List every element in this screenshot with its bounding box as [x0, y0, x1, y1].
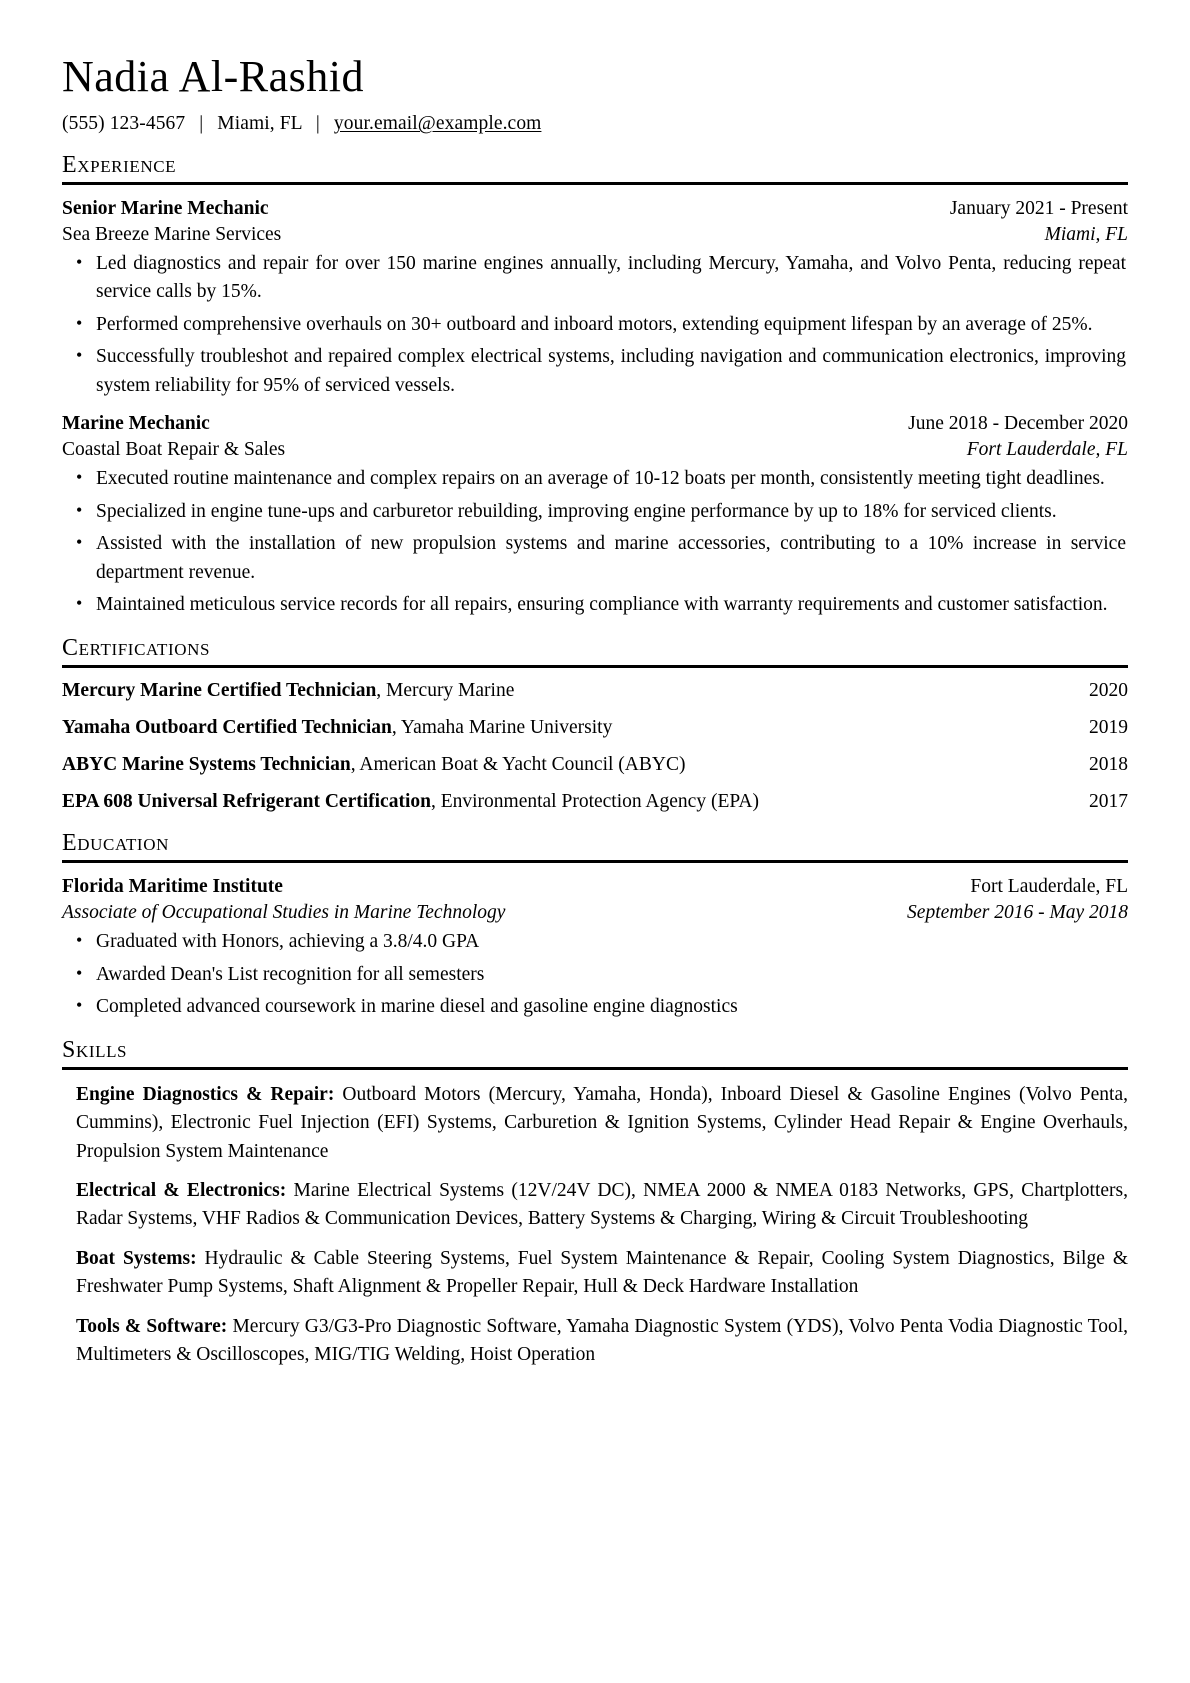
- job-location: Fort Lauderdale, FL: [966, 439, 1128, 461]
- experience-entry-title-row: [62, 411, 1128, 437]
- section-rule: [62, 665, 1128, 668]
- job-bullet-list: [62, 250, 1128, 400]
- skills-section: [62, 1036, 1128, 1370]
- experience-entry-company-row: [62, 222, 1128, 248]
- experience-entry-company-row: [62, 437, 1128, 463]
- education-dates: September 2016 - May 2018: [907, 902, 1128, 924]
- skill-group: [62, 1313, 1128, 1370]
- certifications-heading: Certifications: [62, 634, 211, 661]
- education-section: [62, 829, 1128, 1022]
- candidate-name: Nadia Al-Rashid: [62, 52, 365, 101]
- certification-issuer: , Environmental Protection Agency (EPA): [430, 790, 759, 812]
- list-item: • Maintained meticulous service records for all repairs, ensuring compliance with warranty requirements and customer satisfaction.: [96, 591, 1128, 619]
- school-location: Fort Lauderdale, FL: [970, 876, 1128, 898]
- section-rule: [62, 1067, 1128, 1070]
- experience-section: [62, 151, 1128, 620]
- experience-entry: [62, 196, 1128, 401]
- certification-name: ABYC Marine Systems Technician: [62, 753, 351, 775]
- skill-group: [62, 1177, 1128, 1234]
- certification-name: Mercury Marine Certified Technician: [62, 679, 377, 701]
- skills-heading: Skills: [62, 1036, 128, 1063]
- degree-name: Associate of Occupational Studies in Marine Technology: [62, 902, 506, 924]
- certification-row: [62, 752, 1128, 778]
- contact-line: [62, 111, 1128, 136]
- list-item: • Successfully troubleshot and repaired complex electrical systems, including navigation and communication electronics, improving system reliability for 95% of serviced vessels.: [96, 343, 1128, 400]
- certification-row: [62, 715, 1128, 741]
- school-name: Florida Maritime Institute: [62, 876, 283, 898]
- email-link[interactable]: your.email@example.com: [333, 113, 542, 135]
- skill-items: Mercury G3/G3-Pro Diagnostic Software, Yamaha Diagnostic System (YDS), Volvo Penta Vodia Diagnostic Tool, Multimeters & Oscilloscopes, MIG/TIG Welding, Hoist Operation: [76, 1315, 1128, 1366]
- education-heading: Education: [62, 830, 169, 857]
- certification-issuer: , Mercury Marine: [376, 679, 515, 701]
- list-item: • Graduated with Honors, achieving a 3.8/4.0 GPA: [96, 928, 1128, 956]
- skill-items: Outboard Motors (Mercury, Yamaha, Honda), Inboard Diesel & Gasoline Engines (Volvo Penta, Cummins), Electronic Fuel Injection (EFI) Systems, Carburetion & Ignition Systems, Cylinder Head Repair & Engine Overhauls, Propulsion System Maintenance: [76, 1083, 1128, 1162]
- certification-name: Yamaha Outboard Certified Technician: [62, 716, 392, 738]
- contact-separator: |: [315, 113, 320, 135]
- certification-issuer: , American Boat & Yacht Council (ABYC): [350, 753, 686, 775]
- job-location: Miami, FL: [1044, 223, 1128, 245]
- list-item: • Completed advanced coursework in marine diesel and gasoline engine diagnostics: [96, 993, 1128, 1021]
- certification-issuer: , Yamaha Marine University: [391, 716, 613, 738]
- skill-items: Marine Electrical Systems (12V/24V DC), NMEA 2000 & NMEA 0183 Networks, GPS, Chartplotters, Radar Systems, VHF Radios & Communication Devices, Battery Systems & Charging, Wiring & Circuit Troubleshooting: [76, 1179, 1128, 1230]
- certification-row: [62, 678, 1128, 704]
- skill-category-label: Tools & Software:: [76, 1315, 228, 1337]
- education-entry-school-row: [62, 874, 1128, 900]
- company-name: Sea Breeze Marine Services: [62, 223, 282, 245]
- job-title: Marine Mechanic: [62, 413, 210, 435]
- certification-year: 2020: [1089, 679, 1128, 701]
- certification-year: 2018: [1089, 753, 1128, 775]
- certification-row: [62, 789, 1128, 815]
- certification-detail: [62, 752, 703, 778]
- skill-items: Hydraulic & Cable Steering Systems, Fuel System Maintenance & Repair, Cooling System Diagnostics, Bilge & Freshwater Pump Systems, Shaft Alignment & Propeller Repair, Hull & Deck Hardware Installation: [76, 1247, 1128, 1298]
- contact-separator: |: [199, 113, 204, 135]
- education-entry-degree-row: [62, 900, 1128, 926]
- certification-name: EPA 608 Universal Refrigerant Certification: [62, 790, 431, 812]
- company-name: Coastal Boat Repair & Sales: [62, 439, 286, 461]
- experience-entry: [62, 411, 1128, 620]
- certification-year: 2017: [1089, 790, 1128, 812]
- job-title: Senior Marine Mechanic: [62, 197, 269, 219]
- list-item: • Performed comprehensive overhauls on 30+ outboard and inboard motors, extending equipment lifespan by an average of 25%.: [96, 311, 1128, 339]
- certification-detail: [62, 789, 777, 815]
- section-rule: [62, 182, 1128, 185]
- phone-number: (555) 123-4567: [62, 113, 186, 135]
- skill-category-label: Boat Systems:: [76, 1247, 197, 1269]
- job-dates: June 2018 - December 2020: [908, 413, 1128, 435]
- list-item: • Awarded Dean's List recognition for all semesters: [96, 961, 1128, 989]
- education-bullet-list: [62, 928, 1128, 1021]
- job-dates: January 2021 - Present: [949, 197, 1128, 219]
- list-item: • Assisted with the installation of new propulsion systems and marine accessories, contributing to a 10% increase in service department revenue.: [96, 530, 1128, 587]
- job-bullet-list: [62, 465, 1128, 619]
- skill-group: [62, 1245, 1128, 1302]
- skill-category-label: Engine Diagnostics & Repair:: [76, 1083, 335, 1105]
- list-item: • Specialized in engine tune-ups and carburetor rebuilding, improving engine performance by up to 18% for serviced clients.: [96, 498, 1128, 526]
- education-entry: [62, 874, 1128, 1022]
- skill-group: [62, 1081, 1128, 1166]
- location-text: Miami, FL: [217, 113, 302, 135]
- section-rule: [62, 860, 1128, 863]
- certification-year: 2019: [1089, 716, 1128, 738]
- certification-detail: [62, 715, 630, 741]
- certification-detail: [62, 678, 532, 704]
- skill-category-label: Electrical & Electronics:: [76, 1179, 287, 1201]
- experience-heading: Experience: [62, 151, 177, 178]
- experience-entry-title-row: [62, 196, 1128, 222]
- list-item: • Executed routine maintenance and complex repairs on an average of 10-12 boats per month, consistently meeting tight deadlines.: [96, 465, 1128, 493]
- list-item: • Led diagnostics and repair for over 150 marine engines annually, including Mercury, Yamaha, and Volvo Penta, reducing repeat service calls by 15%.: [96, 250, 1128, 307]
- certifications-section: [62, 634, 1128, 815]
- resume-header: [62, 52, 1128, 137]
